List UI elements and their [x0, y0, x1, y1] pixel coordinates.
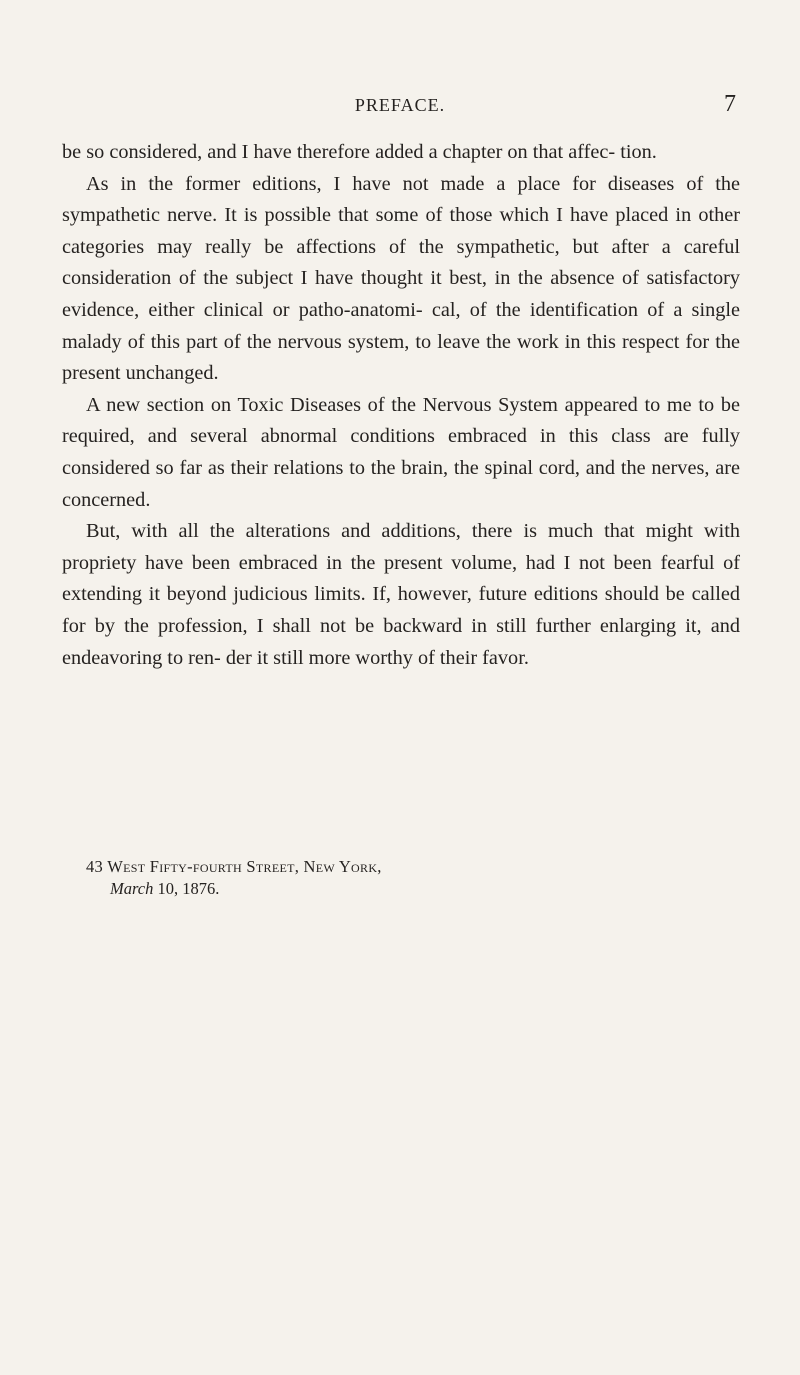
- preface-body: [62, 137, 740, 674]
- signature-address: 43 West Fifty-fourth Street, New York,: [86, 857, 382, 876]
- running-title: PREFACE.: [354, 95, 446, 115]
- page-number: 7: [724, 91, 736, 117]
- signature-day-year: 10, 1876.: [153, 879, 220, 898]
- paragraph-toxic-diseases: A new section on Toxic Diseases of the Nervous System appeared to me to be required, and several abnormal conditions embraced in this class are fully considered so far as their relations to the brain, the spinal cord, and the nerves, are concerned.: [62, 393, 740, 511]
- signature-block: [86, 856, 646, 900]
- paragraph-sympathetic-nerve: As in the former editions, I have not made a place for diseases of the sympathetic nerve. It is possible that some of those which I have placed in other categories may really be affections of the sympathetic, but after a careful consideration of the subject I have thought it best, in the absence of satisfactory evidence, either clinical or patho-anatomi- cal, of the identification of a single malady of this part of the nervous system, to leave the work in this respect for the present unchanged.: [62, 172, 740, 385]
- paragraph-continued: be so considered, and I have therefore added a chapter on that affec- tion.: [62, 141, 657, 163]
- signature-date: [86, 878, 646, 900]
- signature-month: March: [110, 879, 154, 898]
- page-header: [62, 89, 738, 121]
- paragraph-alterations: But, with all the alterations and additions, there is much that might with propriety have been embraced in the present volume, had I not been fearful of extending it beyond judicious limits. If, however, future editions should be called for by the profession, I shall not be backward in still further enlarging it, and endeavoring to ren- der it still more worthy of their favor.: [62, 520, 740, 669]
